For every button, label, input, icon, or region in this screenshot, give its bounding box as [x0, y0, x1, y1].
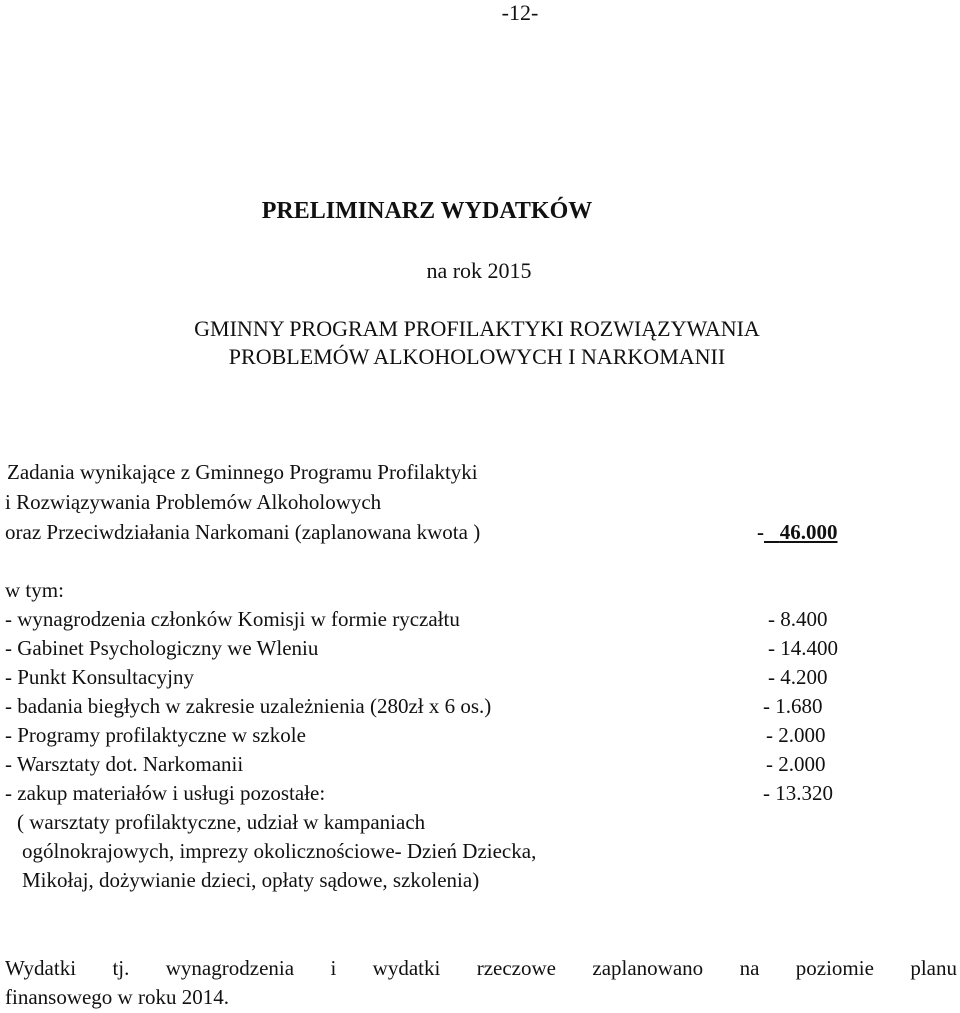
total-amount [757, 520, 838, 545]
item-amount: - 2.000 [766, 752, 826, 776]
footer-word: na [739, 956, 760, 980]
item-amount: - 13.320 [763, 781, 833, 805]
footer-word: planu [910, 956, 957, 980]
footer-word: tj. [112, 956, 130, 980]
in-which-label: w tym: [5, 578, 64, 602]
intro-line-2: i Rozwiązywania Problemów Alkoholowych [5, 490, 382, 514]
footer-word: i [330, 956, 337, 980]
footer-word: poziomie [795, 956, 874, 980]
item-amount: - 1.680 [763, 694, 823, 718]
program-title-line-1: GMINNY PROGRAM PROFILAKTYKI ROZWIĄZYWANIA [194, 316, 760, 341]
footer-word: zaplanowano [592, 956, 704, 980]
intro-line-3: oraz Przeciwdziałania Narkomani (zaplanowana kwota ) [5, 520, 481, 544]
year-line: na rok 2015 [426, 258, 532, 283]
total-value [764, 520, 838, 544]
item-label: - Punkt Konsultacyjny [5, 665, 194, 689]
item-label: - zakup materiałów i usługi pozostałe: [5, 781, 326, 805]
page-number: -12- [501, 0, 539, 25]
note-line-1: ( warsztaty profilaktyczne, udział w kampaniach [17, 810, 426, 834]
item-label: - Programy profilaktyczne w szkole [5, 723, 306, 747]
item-label: - Warsztaty dot. Narkomanii [5, 752, 244, 776]
total-value-text: 46.000 [779, 520, 838, 544]
footer-word: rzeczowe [476, 956, 556, 980]
intro-line-1: Zadania wynikające z Gminnego Programu Profilaktyki [7, 460, 478, 484]
footer-word: Wydatki [5, 956, 77, 980]
note-line-2: ogólnokrajowych, imprezy okolicznościowe- Dzień Dziecka, [22, 839, 537, 863]
item-amount: - 4.200 [768, 665, 828, 689]
program-title-line-2: PROBLEMÓW ALKOHOLOWYCH I NARKOMANII [228, 344, 726, 369]
document-title: PRELIMINARZ WYDATKÓW [261, 198, 593, 224]
footer-word: wydatki [372, 956, 441, 980]
note-line-3: Mikołaj, dożywianie dzieci, opłaty sądowe, szkolenia) [22, 868, 480, 892]
item-amount: - 2.000 [766, 723, 826, 747]
item-label: - badania biegłych w zakresie uzależnienia (280zł x 6 os.) [5, 694, 492, 718]
footer-word: wynagrodzenia [165, 956, 295, 980]
item-label: - wynagrodzenia członków Komisji w formie ryczałtu [5, 607, 460, 631]
item-amount: - 8.400 [768, 607, 828, 631]
footer-line-2: finansowego w roku 2014. [5, 985, 229, 1009]
total-dash: - [757, 520, 764, 544]
item-label: - Gabinet Psychologiczny we Wleniu [5, 636, 319, 660]
footer-line-1 [5, 956, 957, 981]
item-amount: - 14.400 [768, 636, 838, 660]
